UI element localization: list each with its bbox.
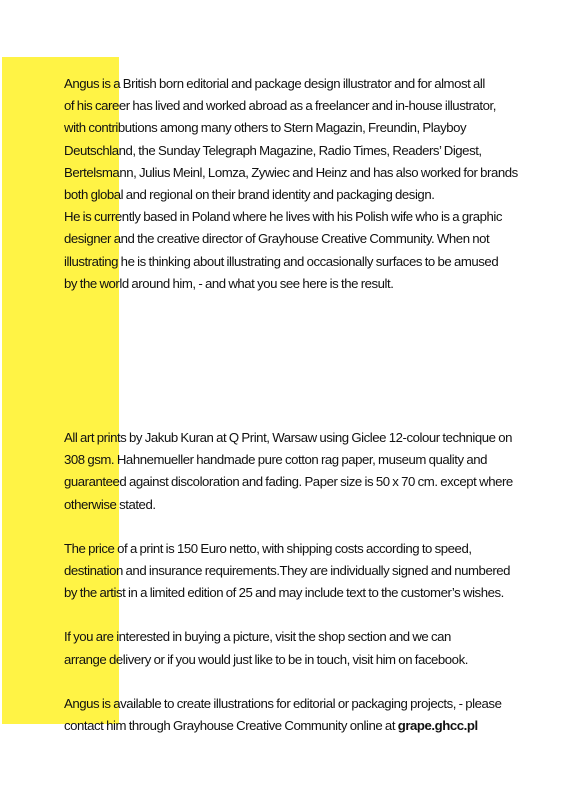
bio-line: Bertelsmann, Julius Meinl, Lomza, Zywiec and Heinz and has also worked for brands [64, 164, 518, 180]
bio-line: of his career has lived and worked abroad as a freelancer and in-house illustrator, [64, 98, 496, 114]
bio-line: both global and regional on their brand identity and packaging design. [64, 187, 435, 203]
pricing-paragraph [64, 538, 534, 605]
bio-line: Angus is a British born editorial and package design illustrator and for almost all [64, 76, 485, 91]
paragraph-spacer [64, 604, 534, 626]
section-spacer [64, 295, 534, 427]
art-prints-line: otherwise stated. [64, 496, 156, 512]
bio-line: Deutschland, the Sunday Telegraph Magazine, Radio Times, Readers’ Digest, [64, 142, 482, 158]
art-prints-line: 308 gsm. Hahnemueller handmade pure cotton rag paper, museum quality and [64, 452, 487, 468]
contact-line: arrange delivery or if you would just like to be in touch, visit him on facebook. [64, 651, 468, 667]
commissions-line [64, 715, 534, 737]
art-prints-line: guaranteed against discoloration and fading. Paper size is 50 x 70 cm. except where [64, 474, 513, 490]
paragraph-spacer [64, 671, 534, 693]
contact-paragraph [64, 626, 534, 670]
commissions-contact-text: contact him through Grayhouse Creative Community online at [64, 718, 396, 734]
bio-line: illustrating he is thinking about illustrating and occasionally surfaces to be amused [64, 253, 499, 269]
commissions-paragraph [64, 693, 534, 737]
grape-website-link[interactable]: grape.ghcc.pl [397, 718, 478, 734]
bio-line: by the world around him, - and what you see here is the result. [64, 275, 394, 291]
pricing-line: by the artist in a limited edition of 25 and may include text to the customer’s wishes. [64, 585, 504, 601]
pricing-line: The price of a print is 150 Euro netto, with shipping costs according to speed, [64, 540, 472, 556]
paragraph-spacer [64, 516, 534, 538]
art-prints-paragraph [64, 427, 534, 516]
commissions-line: Angus is available to create illustrations for editorial or packaging projects, - please [64, 695, 502, 711]
art-prints-line: All art prints by Jakub Kuran at Q Print, Warsaw using Giclee 12-colour technique on [64, 430, 513, 446]
about-text-block [64, 73, 534, 737]
bio-line: with contributions among many others to Stern Magazin, Freundin, Playboy [64, 120, 467, 136]
bio-line: He is currently based in Poland where he lives with his Polish wife who is a graphic [64, 209, 502, 225]
contact-line: If you are interested in buying a picture, visit the shop section and we can [64, 629, 451, 645]
bio-paragraph [64, 73, 534, 295]
pricing-line: destination and insurance requirements.They are individually signed and numbered [64, 563, 511, 579]
bio-line: designer and the creative director of Grayhouse Creative Community. When not [64, 231, 490, 247]
